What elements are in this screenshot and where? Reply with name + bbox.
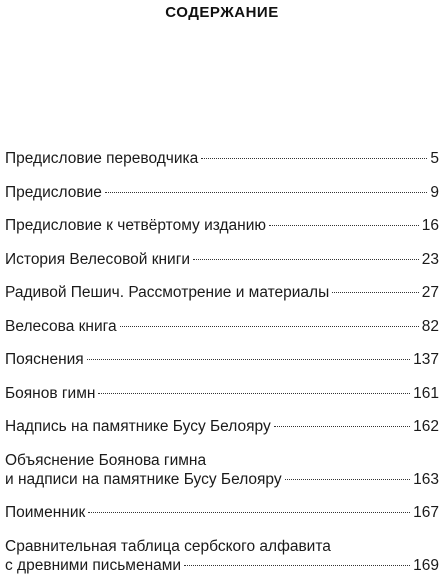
toc-page-number: 163 xyxy=(413,470,439,488)
toc-entry xyxy=(5,216,439,235)
toc-entry-title: Радивой Пешич. Рассмотрение и материалы xyxy=(5,284,330,301)
toc-line xyxy=(5,317,439,336)
toc-page-number: 23 xyxy=(421,250,439,268)
toc-entry-title: Велесова книга xyxy=(5,317,117,335)
toc-entry xyxy=(5,317,439,336)
dot-leader xyxy=(193,259,419,260)
toc-entry-title: Предисловие к четвёртому изданию xyxy=(5,217,267,234)
toc-page-number: 167 xyxy=(413,504,439,521)
toc-line xyxy=(5,417,439,436)
toc-entry-title: Пояснения xyxy=(5,351,84,368)
toc-entry-title-line: Объяснение Боянова гимна xyxy=(5,451,207,469)
page-title: СОДЕРЖАНИЕ xyxy=(165,4,279,21)
toc-line xyxy=(5,183,439,202)
toc-line xyxy=(5,470,439,489)
toc-entry-title: с древними письменами xyxy=(5,556,182,574)
toc-entry-title: Поименник xyxy=(5,504,86,521)
toc-entry-title: История Велесовой книги xyxy=(5,250,191,268)
toc-entry-title: Предисловие xyxy=(5,183,102,201)
toc-page-number: 169 xyxy=(413,556,439,574)
dot-leader xyxy=(285,479,411,480)
toc-page-number: 161 xyxy=(413,384,439,402)
toc-entry xyxy=(5,384,439,403)
toc-entry xyxy=(5,350,439,369)
toc-page-number: 16 xyxy=(421,217,439,234)
table-of-contents xyxy=(5,149,439,575)
toc-entry xyxy=(5,183,439,202)
toc-entry-title: Надпись на памятнике Бусу Белояру xyxy=(5,418,271,435)
dot-leader xyxy=(105,192,428,193)
dot-leader xyxy=(274,426,410,427)
toc-line xyxy=(5,149,439,168)
dot-leader xyxy=(88,512,410,513)
toc-line xyxy=(5,556,439,575)
dot-leader xyxy=(332,292,419,293)
toc-line xyxy=(5,503,439,522)
toc-entry xyxy=(5,537,439,575)
toc-entry xyxy=(5,149,439,168)
toc-line xyxy=(5,350,439,369)
toc-entry xyxy=(5,451,439,489)
toc-entry-title: Предисловие переводчика xyxy=(5,150,199,167)
dot-leader xyxy=(184,565,410,566)
toc-line xyxy=(5,216,439,235)
toc-page-number: 137 xyxy=(413,351,439,368)
toc-line xyxy=(5,283,439,302)
toc-line xyxy=(5,384,439,403)
toc-entry-title: Боянов гимн xyxy=(5,384,96,402)
toc-entry xyxy=(5,250,439,269)
dot-leader xyxy=(98,393,410,394)
toc-page-number: 27 xyxy=(421,284,439,301)
toc-entry-title-line: Сравнительная таблица сербского алфавита xyxy=(5,537,331,555)
toc-entry xyxy=(5,417,439,436)
dot-leader xyxy=(269,225,419,226)
dot-leader xyxy=(201,158,427,159)
dot-leader xyxy=(120,326,419,327)
toc-line xyxy=(5,250,439,269)
toc-page-number: 162 xyxy=(413,418,439,435)
toc-page-number: 82 xyxy=(421,317,439,335)
toc-entry-title: и надписи на памятнике Бусу Белояру xyxy=(5,470,282,488)
toc-page-number: 9 xyxy=(430,183,439,201)
dot-leader xyxy=(87,359,410,360)
toc-page-number: 5 xyxy=(430,150,439,167)
toc-entry xyxy=(5,503,439,522)
toc-entry xyxy=(5,283,439,302)
